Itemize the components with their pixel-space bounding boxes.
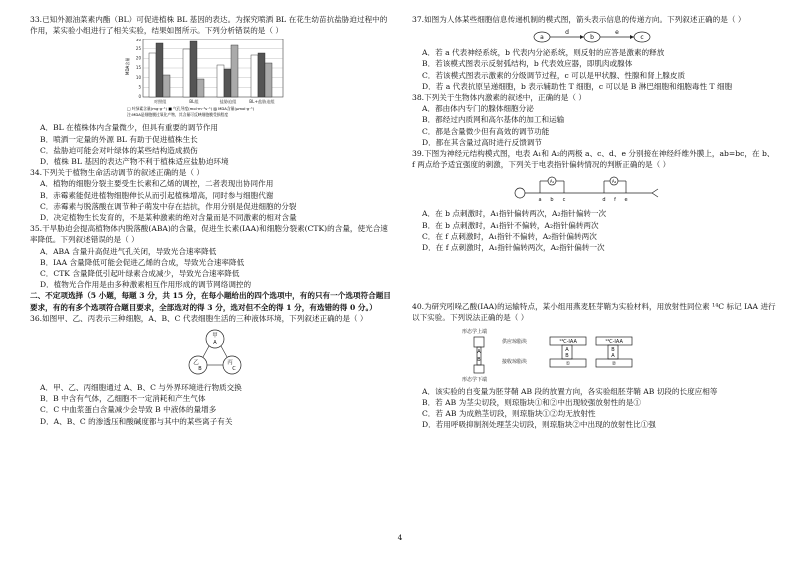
label-block-2: ②: [611, 360, 617, 367]
chart-legend: □ 叶绿素含量(mg·g⁻¹) ■ 气孔导度(mol·m⁻²s⁻¹) ▨ MDA含量(μmol·g⁻¹): [127, 106, 255, 112]
q40-option-c: C．若 AB 为成熟茎切段，则琼脂块①②均无放射性: [422, 409, 596, 419]
q34-option-b: B．赤霉素能促进植物细胞伸长从而引起植株增高，同时参与细胞代谢: [40, 190, 274, 200]
q38-option-a: A．都由体内专门的腺体细胞分泌: [422, 104, 534, 114]
q35-option-d: D．植物光合作用是由多种激素相互作用形成的调节网络调控的: [40, 280, 252, 290]
q37-stem: 37.如图为人体某些细胞信息传递机制的模式图，箭头表示信息的传递方向。下列叙述正确的是（ ）: [412, 15, 746, 24]
q39-diagram: [512, 173, 662, 205]
x-cat-4: BL+盐胁迫组: [249, 99, 275, 105]
label-A-1: A: [565, 346, 569, 353]
point-a: a: [538, 197, 542, 204]
q40-option-b: B．若 AB 为茎尖切段，则琼脂块①和②中出现较强放射性的是①: [422, 397, 641, 407]
x-cat-1: 对照组: [153, 99, 167, 105]
right-column: [412, 14, 777, 430]
label-bing: 丙: [227, 360, 233, 367]
label-B-left: B: [477, 356, 481, 363]
q37-diagram: [532, 28, 652, 44]
q34-option-a: A．植物的细胞分裂主要受生长素和乙烯的调控，二者表现出协同作用: [40, 179, 274, 189]
q37-option-a: A．若 a 代表神经系统，b 代表内分泌系统，则反射的应答是激素的释放: [422, 48, 665, 58]
point-b: b: [550, 197, 554, 204]
y-tick-25: 25: [135, 46, 141, 52]
q36-option-c: C．C 中血浆蛋白含量减少会导致 B 中液体的量增多: [40, 405, 217, 415]
q40-option-a: A．该实验的自变量为胚芽鞘 AB 段的放置方向，各实验组胚芽鞘 AB 切段的长度应相等: [422, 386, 718, 396]
x-cat-3: 盐胁迫组: [219, 99, 237, 105]
q40-diagram: [462, 327, 662, 383]
meter-a1: A₁: [549, 179, 555, 185]
q33-option-d: D．植株 BL 基因的表达产物不利于植株适应盐胁迫环境: [40, 157, 229, 167]
q35-option-c: C．CTK 含量降低引起叶绿素合成减少，导致光合速率降低: [40, 269, 240, 279]
y-tick-30: 30: [135, 39, 141, 43]
label-iaa-1: ¹⁴C-IAA: [559, 338, 577, 345]
label-block-1: ①: [565, 360, 571, 367]
y-tick-5: 5: [138, 84, 141, 90]
node-a: a: [540, 34, 544, 42]
label-yi: 乙: [193, 360, 199, 367]
q36-option-b: B．B 中含有气体，乙细胞不一定消耗和产生气体: [40, 394, 206, 404]
q35-option-b: B．IAA 含量降低可能会促进乙烯的合成，导致光合速率降低: [40, 257, 245, 267]
x-cat-2: BL组: [189, 99, 199, 105]
q37-option-b: B．若该模式图表示反射弧结构，b 代表效应器，即肌肉或腺体: [422, 59, 633, 69]
node-b: b: [590, 34, 594, 42]
q39-option-a: A．在 b 点刺激时，A₁指针偏转两次，A₂指针偏转一次: [422, 209, 607, 219]
label-B-2: B: [611, 346, 615, 353]
q38-option-b: B．都经过内质网和高尔基体的加工和运输: [422, 115, 565, 125]
label-top-end: 形态学上端: [462, 328, 488, 335]
chart-note: 注:MDA是细胞膜过氧化产物，其含量可反映细胞膜受损程度: [127, 112, 229, 118]
arrow-e: e: [615, 29, 619, 37]
q36-option-a: A．甲、乙、丙细胞通过 A、B、C 与外界环境进行物质交换: [40, 383, 242, 393]
point-e: e: [624, 197, 628, 204]
q34-option-c: C．赤霉素与脱落酸在调节种子萌发中存在拮抗，作用分别是促进细胞的分裂: [40, 201, 297, 211]
q36-stem: 36.如图甲、乙、丙表示三种细胞，A、B、C 代表细胞生活的三种液体环境，下列叙述正确的是（ ）: [30, 313, 368, 323]
q39-neuron-diagram: [512, 173, 662, 205]
arrow-d: d: [565, 29, 569, 37]
q35-option-a: A．ABA 含量升高促进气孔关闭，导致光合速率降低: [40, 246, 217, 256]
label-B: B: [198, 366, 202, 373]
point-c: c: [562, 197, 566, 204]
label-receive-block: 接收琼脂块: [502, 358, 528, 365]
page-number: 4: [397, 533, 403, 542]
q36-diagram: [180, 327, 250, 379]
q34-stem: 34.下列关于植物生命活动调节的叙述正确的是（ ）: [30, 168, 204, 178]
label-supply-block: 供应琼脂块: [502, 338, 528, 345]
label-iaa-2: ¹⁴C-IAA: [605, 338, 623, 345]
q39-stem: 39.下图为神经元结构模式图，电表 A₁和 A₂的两极 a、c、d、e 分别接在神经纤维外膜上，ab=bc，在 b、f 两点给予适宜强度的刺激，下列关于电表指针偏转情况的判断正确的是（ ）: [412, 149, 775, 170]
q38-option-d: D．都在其含量过高时进行反馈调节: [422, 137, 542, 147]
q38-option-c: C．都是含量微少但有高效的调节功能: [422, 126, 550, 136]
q37-option-d: D．若 a 代表抗原呈递细胞，b 表示辅助性 T 细胞，c 可以是 B 淋巴细胞和细胞毒性 T 细胞: [422, 81, 733, 91]
y-tick-10: 10: [135, 75, 141, 81]
q33-stem: 33.已知外源油菜素内酯（BL）可促进植株 BL 基因的表达。为探究喷洒 BL 在花生幼苗抗盐胁迫过程中的作用，某实验小组进行了相关实验，结果如图所示。下列分析错误的是（ ）: [30, 15, 388, 36]
label-A-2: A: [611, 352, 615, 359]
q40-iaa-diagram: [462, 327, 662, 383]
q33-option-c: C．盐胁迫可能会对叶绿体的某些结构造成损伤: [40, 145, 198, 155]
q35-stem: 35.干旱胁迫会提高植物体内脱落酸(ABA)的含量，促进生长素(IAA)和细胞分裂素(CTK)的含量，使光合速率降低。下列叙述错误的是（ ）: [30, 224, 388, 245]
y-tick-0: 0: [138, 94, 141, 100]
left-column: [30, 14, 392, 427]
q39-option-b: B．在 b 点刺激时，A₁指针不偏转，A₂指针偏转两次: [422, 220, 599, 230]
y-axis-label: MDA含量: [125, 58, 130, 76]
q40-stem: 40.为研究吲哚乙酸(IAA)的运输特点，某小组用燕麦胚芽鞘为实验材料，用放射性同位素 ¹⁴C 标记 IAA 进行以下实验。下列说法正确的是（ ）: [412, 302, 776, 323]
q39-option-d: D．在 f 点刺激时，A₁指针偏转两次，A₂指针偏转一次: [422, 243, 605, 253]
q40-option-d: D．若用呼吸抑制剂处理茎尖切段，则琼脂块②中出现的放射性比①强: [422, 420, 656, 430]
node-c: c: [640, 34, 644, 42]
q37-signal-diagram: [532, 28, 652, 44]
point-d: d: [602, 197, 606, 204]
q38-stem: 38.下列关于生物体内激素的叙述中，正确的是（ ）: [412, 93, 586, 103]
section2-title: 二、不定项选择（5 小题，每题 3 分，共 15 分，在每小题给出的四个选项中，有的只有一个选项符合题目要求，有的有多个选项符合题目要求，全部选对的得 3 分，选对但不全的得 1 分，有选错的得 0 分。）: [30, 291, 391, 312]
label-A-left: A: [477, 348, 481, 355]
label-jia: 甲: [212, 333, 218, 340]
q33-bar-chart: [125, 39, 325, 119]
q33-option-b: B．喷洒一定量的外源 BL 有助于促进植株生长: [40, 134, 198, 144]
meter-a2: A₂: [611, 179, 617, 185]
y-tick-15: 15: [135, 65, 141, 71]
q33-chart: [125, 39, 325, 119]
y-tick-20: 20: [135, 55, 141, 61]
label-C: C: [232, 366, 236, 373]
q33-option-a: A．BL 在植株体内含量微少，但具有重要的调节作用: [40, 123, 218, 133]
q37-option-c: C．若该模式图表示激素的分级调节过程，c 可以是甲状腺、性腺和肾上腺皮质: [422, 70, 686, 80]
label-bottom-end: 形态学下端: [462, 376, 488, 383]
q36-fluid-diagram: [180, 327, 250, 379]
spacer: [412, 253, 777, 301]
point-f: f: [614, 197, 616, 204]
q36-option-d: D．A、B、C 的渗透压和酸碱度都与其中的某些离子有关: [40, 416, 233, 426]
q34-option-d: D．决定植物生长发育的，不是某种激素的绝对含量而是不同激素的相对含量: [40, 213, 297, 223]
q39-option-c: C．在 f 点刺激时，A₁指针不偏转，A₂指针偏转两次: [422, 231, 597, 241]
label-A: A: [213, 340, 217, 347]
label-B-1: B: [565, 352, 569, 359]
